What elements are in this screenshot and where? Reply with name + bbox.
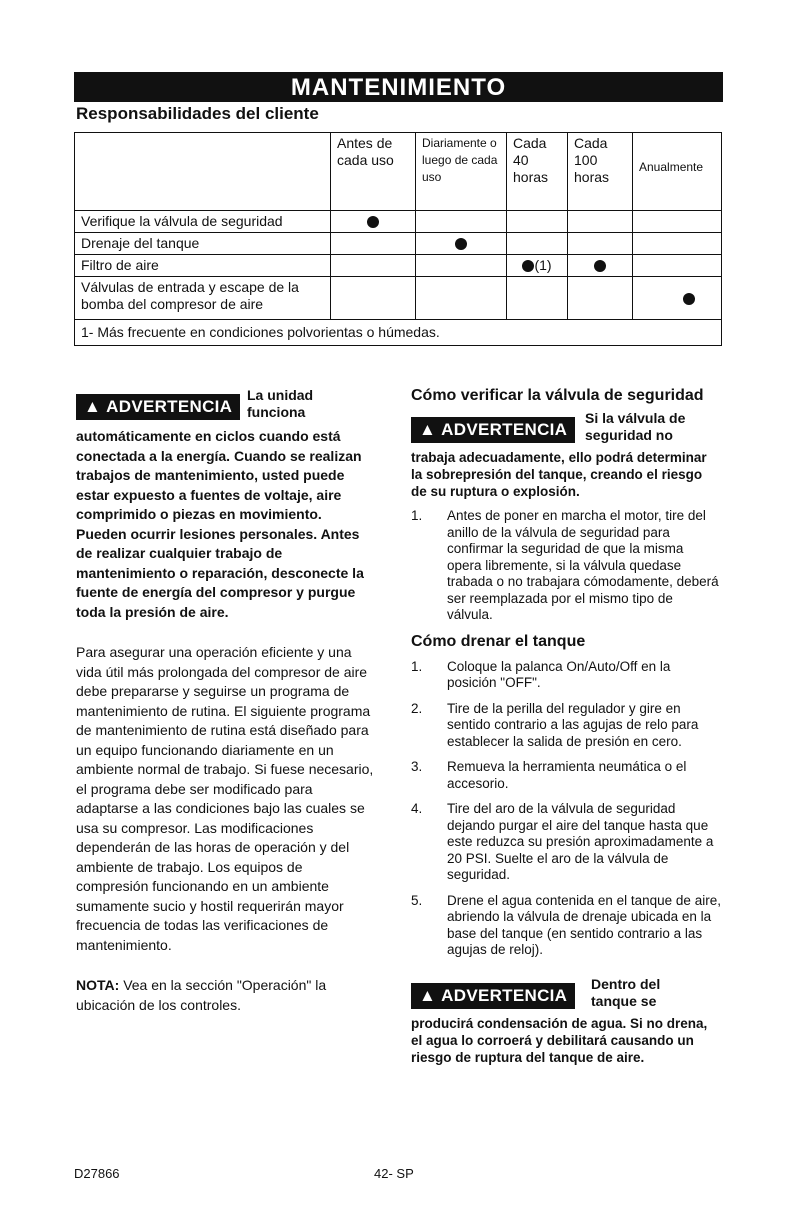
step-number: 3. [411, 759, 423, 774]
bullet-mark [522, 260, 534, 272]
mark-cell [416, 255, 507, 277]
warning-badge-text: ADVERTENCIA [441, 420, 568, 439]
warning-header [411, 975, 721, 1013]
warning-header [76, 386, 374, 424]
list-item [411, 893, 721, 959]
bullet-mark [594, 260, 606, 272]
table-row [75, 277, 722, 320]
valve-steps [411, 508, 721, 624]
section-subtitle: Responsabilidades del cliente [76, 104, 319, 123]
mark-cell [568, 233, 633, 255]
mark-cell [568, 211, 633, 233]
table-footnote-row [75, 320, 722, 346]
warning-triangle-icon: ▲ [419, 420, 437, 439]
step-text: Tire de la perilla del regulador y gire en sentido contrario a las agujas de relo para establecer la salida de presión en cero. [447, 700, 699, 749]
table-corner [75, 133, 331, 211]
warning-triangle-icon: ▲ [84, 397, 102, 416]
valve-heading: Cómo verificar la válvula de seguridad [411, 387, 704, 404]
mark-cell [633, 211, 722, 233]
task-label: Verifique la válvula de seguridad [75, 211, 331, 233]
table-row [75, 233, 722, 255]
mark-cell [507, 211, 568, 233]
intro-paragraph: Para asegurar una operación eficiente y una vida útil más prolongada del compresor de aire debe prepararse y seguirse un programa de mantenimiento de rutina. El siguiente programa de mantenimiento de rutina está diseñado para un equipo funcionando diariamente en un ambiente normal de trabajo. Si fuese necesario, el programa debe ser modificado para adaptarse a las condiciones bajo las cuales se usa su compresor. Las modificaciones dependerán de las horas de operación y del ambiente de trabajo. Los equipos de compresión funcionando en un ambiente sumamente sucio y hostil requerirán mayor frecuencia de todas las verificaciones de mantenimiento. [76, 644, 374, 953]
step-number: 1. [411, 508, 423, 523]
mark-cell [416, 211, 507, 233]
warning-label: Dentro del tanque se [591, 975, 661, 1009]
step-text: Drene el agua contenida en el tanque de aire, abriendo la válvula de drenaje ubicada en la base del tanque (en sentido contrario a las agujas de reloj). [447, 892, 721, 957]
step-number: 2. [411, 700, 423, 716]
table-footnote: 1- Más frecuente en condiciones polvorientas o húmedas. [75, 320, 722, 346]
page-banner: MANTENIMIENTO [74, 72, 723, 102]
bullet-mark [455, 238, 467, 250]
step-text: Antes de poner en marcha el motor, tire del anillo de la válvula de seguridad para confirmar la seguridad de que la misma opera libremente, si la válvula quedase trabada o no trabajara cómodamente, deberá ser reemplazada por el mismo tipo de válvula. [447, 508, 719, 622]
task-label: Filtro de aire [75, 255, 331, 277]
mark-cell [507, 233, 568, 255]
list-item [411, 759, 721, 792]
list-item [411, 801, 721, 884]
mark-cell [507, 255, 568, 277]
warning-header [411, 409, 721, 447]
table-header-row [75, 133, 722, 211]
step-number: 4. [411, 801, 423, 816]
warning-text: trabaja adecuadamente, ello podrá determinar la sobrepresión del tanque, creando el riesgo de su ruptura o explosión. [411, 450, 707, 499]
mark-cell [416, 233, 507, 255]
task-label: Drenaje del tanque [75, 233, 331, 255]
drain-steps [411, 659, 721, 959]
bullet-mark [683, 293, 695, 305]
mark-cell [331, 277, 416, 320]
table-row [75, 255, 722, 277]
mark-cell [568, 255, 633, 277]
list-item [411, 701, 721, 751]
mark-cell [633, 233, 722, 255]
step-text: Tire del aro de la válvula de seguridad dejando purgar el aire del tanque hasta que este reduzca su presión aproximadamente a 20 PSI. Suelte el aro de la válvula de seguridad. [447, 801, 714, 882]
left-column [76, 386, 374, 1015]
note-label: NOTA: [76, 977, 120, 993]
right-column [411, 387, 721, 1066]
task-label: Válvulas de entrada y escape de la bomba del compresor de aire [75, 277, 331, 320]
mark-cell [507, 277, 568, 320]
document-code: D27866 [74, 1166, 120, 1181]
warning-text: automáticamente en ciclos cuando está conectada a la energía. Cuando se realizan trabajos de mantenimiento, usted puede estar expuesto a fuentes de voltaje, aire comprimido o piezas en movimiento. Pueden ocurrir lesiones personales. Antes de realizar cualquier trabajo de mantenimiento o reparación, desconecte la fuente de energía del compresor y purgue toda la presión de aire. [76, 428, 364, 620]
bullet-mark [367, 216, 379, 228]
mark-cell [568, 277, 633, 320]
table-header: Cada 100 horas [568, 133, 633, 211]
drain-heading: Cómo drenar el tanque [411, 632, 586, 650]
step-number: 1. [411, 658, 423, 674]
warning-badge [411, 417, 575, 443]
mark-cell [633, 255, 722, 277]
warning-triangle-icon: ▲ [419, 985, 437, 1005]
warning-text: producirá condensación de agua. Si no drena, el agua lo corroerá y debilitará causando un riesgo de ruptura del tanque de aire. [411, 1015, 708, 1065]
table-row [75, 211, 722, 233]
list-item [411, 508, 721, 624]
step-number: 5. [411, 892, 423, 908]
note-paragraph [76, 976, 374, 1015]
table-header: Cada 40 horas [507, 133, 568, 211]
list-item [411, 659, 721, 692]
warning-badge [411, 983, 575, 1009]
table-header: Antes de cada uso [331, 133, 416, 211]
table-header: Anualmente [633, 133, 722, 211]
warning-badge [76, 394, 240, 420]
maintenance-table [74, 132, 722, 346]
warning-label: Si la válvula de seguridad no [585, 410, 686, 443]
footnote-ref: (1) [534, 257, 552, 273]
mark-cell [331, 233, 416, 255]
step-text: Coloque la palanca On/Auto/Off en la posición "OFF". [447, 658, 671, 690]
warning-badge-text: ADVERTENCIA [106, 397, 233, 416]
mark-cell [633, 277, 722, 320]
table-header: Diariamente o luego de cada uso [416, 133, 507, 211]
mark-cell [416, 277, 507, 320]
mark-cell [331, 211, 416, 233]
page-number: 42- SP [374, 1166, 414, 1181]
note-text: Vea en la sección "Operación" la ubicación de los controles. [76, 977, 327, 1013]
warning-badge-text: ADVERTENCIA [441, 985, 568, 1005]
step-text: Remueva la herramienta neumática o el accesorio. [447, 759, 687, 791]
mark-cell [331, 255, 416, 277]
warning-label: La unidad funciona [247, 387, 314, 420]
